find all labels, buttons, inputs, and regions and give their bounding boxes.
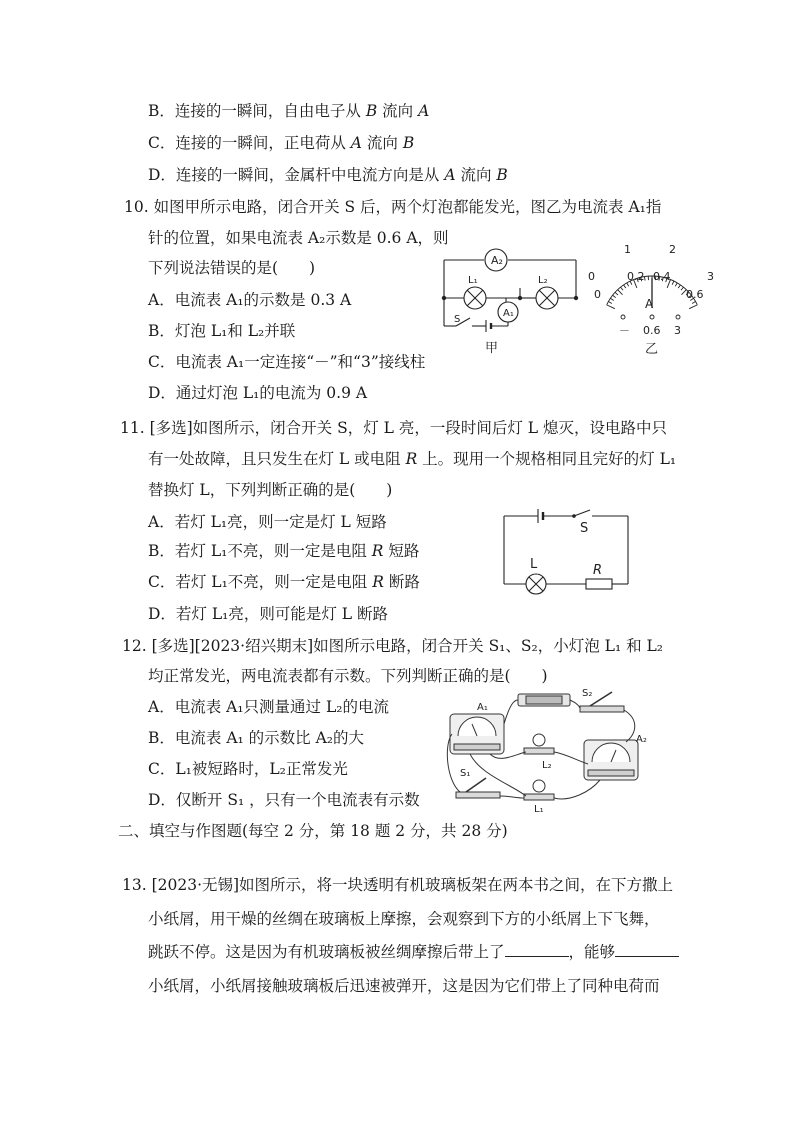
q11-stem-line1: 11. [多选]如图所示，闭合开关 S，灯 L 亮，一段时间后灯 L 熄灭，设电路中只 <box>120 419 668 437</box>
dial-top-tick-0: 0 <box>588 270 595 283</box>
dial-tick <box>675 283 677 286</box>
q12-stem-line2: 均正常发光，两电流表都有示数。下列判断正确的是( ) <box>148 667 548 685</box>
dial-tick <box>607 305 615 309</box>
q10-stem-line3: 下列说法错误的是( ) <box>148 259 316 277</box>
dial-bottom-tick-1: 0.2 <box>627 270 645 283</box>
q10-option-c: C．电流表 A₁一定连接“－”和“3”接线柱 <box>148 353 426 371</box>
q12-option-c: C．L₁被短路时，L₂正常发光 <box>148 760 348 778</box>
q12-figure <box>440 684 662 814</box>
q12-stem-line1: 12. [多选][2023·绍兴期末]如图所示电路，闭合开关 S₁、S₂，小灯泡 L₁ 和 L₂ <box>122 637 664 655</box>
dial-tick <box>627 283 629 286</box>
q12-s2-label: S₂ <box>582 688 593 699</box>
q11-resistor-label: R <box>593 563 603 578</box>
dial-tick <box>608 302 611 304</box>
q12-s1-label: S₁ <box>460 768 471 779</box>
dial-top-tick-1: 1 <box>624 243 631 256</box>
q10-stem-line2: 针的位置，如果电流表 A₂示数是 0.6 A，则 <box>148 229 449 247</box>
q10-option-b: B．灯泡 L₁和 L₂并联 <box>148 322 296 340</box>
q12-option-a: A．电流表 A₁只测量通过 L₂的电流 <box>148 698 389 716</box>
q11-lamp-label: L <box>530 557 538 572</box>
yi-caption: 乙 <box>645 342 659 357</box>
q10-stem-line1: 10. 如图甲所示电路，闭合开关 S 后，两个灯泡都能发光，图乙为电流表 A₁指 <box>124 198 662 216</box>
jia-l2-label: L₂ <box>538 275 548 286</box>
q13-stem-line3: 跳跃不停。这是因为有机玻璃板被丝绸摩擦后带上了 ，能够 <box>148 942 679 962</box>
dial-tick <box>681 287 684 290</box>
jia-l1-label: L₁ <box>468 275 478 286</box>
dial-tick <box>613 295 616 297</box>
q11-stem-line2: 有一处故障，且只发生在灯 L 或电阻 R 上。现用一个规格相同且完好的灯 L₁ <box>148 450 677 468</box>
answer-blank-2[interactable] <box>615 942 679 957</box>
q12-a1-label: A₁ <box>477 702 488 713</box>
q9-option-d: D．连接的一瞬间，金属杆中电流方向是从 A 流向 B <box>148 166 508 184</box>
jia-a1-label: A₁ <box>503 308 514 319</box>
q10-figure-jia <box>436 238 586 356</box>
q12-l1-label: L₁ <box>534 804 544 814</box>
jia-caption: 甲 <box>485 341 499 356</box>
q11-option-c: C．若灯 L₁不亮，则一定是电阻 R 断路 <box>148 573 420 591</box>
answer-blank-1[interactable] <box>505 942 569 957</box>
dial-bottom-tick-3: 0.6 <box>686 288 704 301</box>
q11-stem-line3: 替换灯 L，下列判断正确的是( ) <box>148 481 393 499</box>
q12-a2-label: A₂ <box>636 734 647 745</box>
dial-unit: A <box>645 297 654 311</box>
q13-stem-line4: 小纸屑，小纸屑接触玻璃板后迅速被弹开，这是因为它们带上了同种电荷而 <box>148 977 660 995</box>
q10-option-a: A．电流表 A₁的示数是 0.3 A <box>148 291 352 309</box>
q11-option-a: A．若灯 L₁亮，则一定是灯 L 短路 <box>148 513 387 531</box>
section-heading: 二、填空与作图题(每空 2 分，第 18 题 2 分，共 28 分) <box>118 822 508 840</box>
jia-a2-label: A₂ <box>491 254 503 267</box>
q11-option-b: B．若灯 L₁不亮，则一定是电阻 R 短路 <box>148 542 420 560</box>
q11-option-d: D．若灯 L₁亮，则可能是灯 L 断路 <box>148 605 389 623</box>
dial-tick <box>618 290 623 295</box>
q12-option-b: B．电流表 A₁ 的示数比 A₂的大 <box>148 729 364 747</box>
q10-option-d: D．通过灯泡 L₁的电流为 0.9 A <box>148 384 368 402</box>
dial-tick <box>644 277 645 281</box>
dial-tick <box>624 285 626 288</box>
q13-stem-line1: 13. [2023·无锡]如图所示，将一块透明有机玻璃板架在两本书之间，在下方撒上 <box>122 876 674 894</box>
dial-bottom-tick-0: 0 <box>594 288 601 301</box>
dial-tick <box>615 292 618 295</box>
q9-option-b: B．连接的一瞬间，自由电子从 B 流向 A <box>148 102 430 120</box>
dial-tick <box>689 305 697 309</box>
dial-tick <box>692 302 695 304</box>
dial-tick <box>610 298 613 300</box>
dial-tick <box>672 281 674 285</box>
q10-figure-yi <box>580 238 730 360</box>
dial-tick <box>678 285 680 288</box>
dial-tick <box>621 287 624 290</box>
q12-option-d: D．仅断开 S₁ ，只有一个电流表有示数 <box>148 791 420 809</box>
q13-stem-line2: 小纸屑，用干燥的丝绸在玻璃板上摩擦，会观察到下方的小纸屑上下飞舞， <box>148 910 660 928</box>
jia-switch-label: S <box>454 314 461 325</box>
q12-l2-label: L₂ <box>542 760 552 771</box>
terminal-0-6: 0.6 <box>643 324 661 337</box>
dial-top-tick-3: 3 <box>707 270 714 283</box>
q9-option-c: C．连接的一瞬间，正电荷从 A 流向 B <box>148 134 415 152</box>
q11-figure <box>500 508 632 600</box>
q11-switch-label: S <box>580 521 589 536</box>
terminal-minus: － <box>619 324 630 337</box>
terminal-3: 3 <box>674 324 681 337</box>
dial-top-tick-2: 2 <box>669 243 676 256</box>
dial-bottom-tick-2: 0.4 <box>653 270 671 283</box>
